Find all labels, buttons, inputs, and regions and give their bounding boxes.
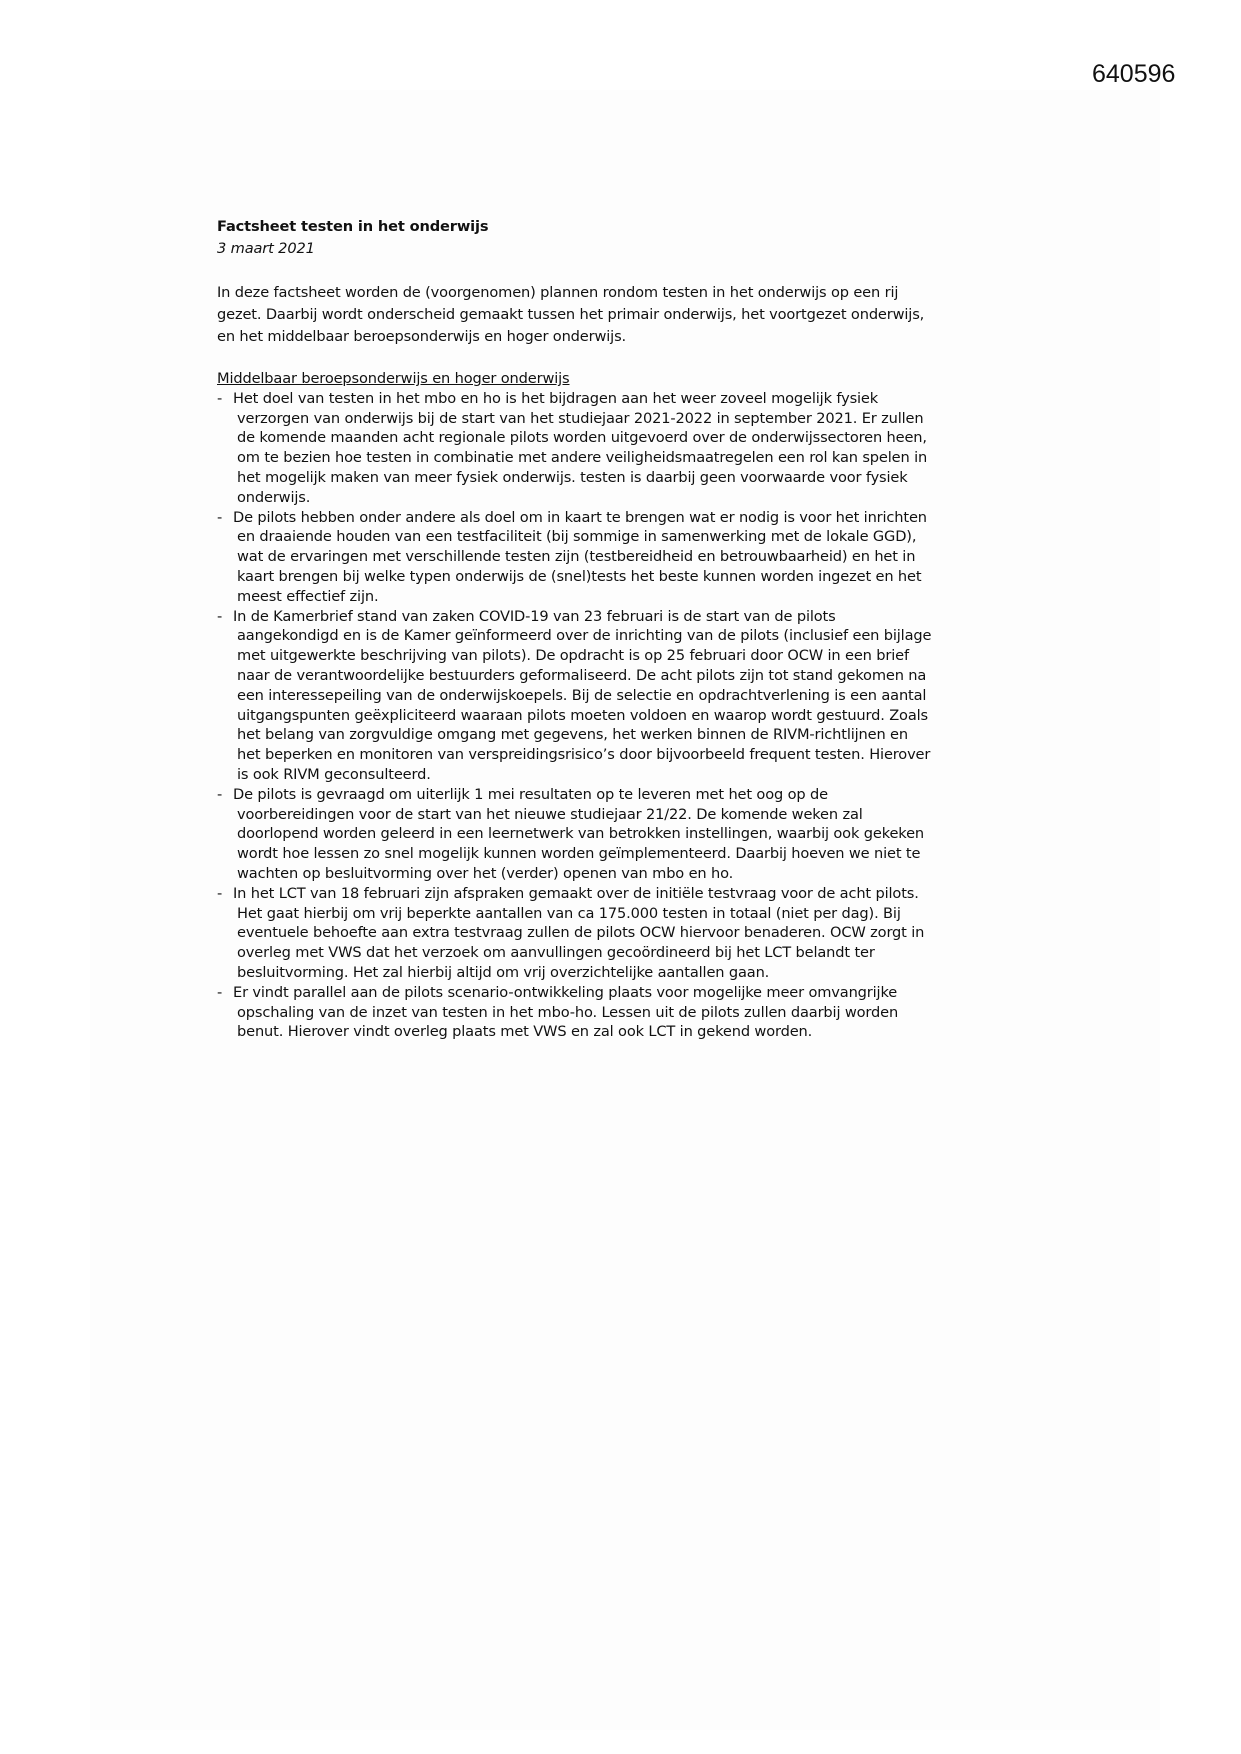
list-item-line: [217, 963, 931, 983]
list-item-text: naar de verantwoordelijke bestuurders geformaliseerd. De acht pilots zijn tot stand gekomen na: [237, 666, 927, 684]
list-item-text: het mogelijk maken van meer fysiek onderwijs. testen is daarbij geen voorwaarde voor fysiek: [237, 468, 908, 486]
list-item-text: Het doel van testen in het mbo en ho is het bijdragen aan het weer zoveel mogelijk fysiek: [233, 389, 879, 407]
list-item-text: In het LCT van 18 februari zijn afspraken gemaakt over de initiële testvraag voor de acht pilots.: [233, 884, 919, 902]
list-item-line: [217, 508, 931, 528]
list-item-line: [217, 488, 931, 508]
list-item-line: [217, 468, 931, 488]
list-item-text: Het gaat hierbij om vrij beperkte aantallen van ca 175.000 testen in totaal (niet per dag). Bij: [237, 904, 901, 922]
list-item-text: voorbereidingen voor de start van het nieuwe studiejaar 21/22. De komende weken zal: [237, 805, 863, 823]
list-item: [217, 983, 931, 1042]
list-item: [217, 884, 931, 983]
list-item-text: wat de ervaringen met verschillende testen zijn (testbereidheid en betrouwbaarheid) en het in: [237, 548, 916, 566]
list-item-text: eventuele behoefte aan extra testvraag zullen de pilots OCW hiervoor benaderen. OCW zorgt in: [237, 924, 925, 942]
list-item-text: het belang van zorgvuldige omgang met gegevens, het werken binnen de RIVM-richtlijnen en: [237, 726, 908, 744]
list-item-line: [217, 725, 931, 745]
list-item-text: wordt hoe lessen zo snel mogelijk kunnen worden geïmplementeerd. Daarbij hoeven we niet te: [237, 845, 921, 863]
list-item-line: [217, 547, 931, 567]
bullet-dash: -: [217, 785, 223, 803]
list-item-text: benut. Hierover vindt overleg plaats met VWS en zal ook LCT in gekend worden.: [237, 1023, 813, 1041]
list-item-line: [217, 864, 931, 884]
list-item-text: Er vindt parallel aan de pilots scenario-ontwikkeling plaats voor mogelijke meer omvangrijke: [233, 983, 898, 1001]
list-item-line: [217, 745, 931, 765]
list-item-text: overleg met VWS dat het verzoek om aanvullingen gecoördineerd bij het LCT belandt ter: [237, 944, 875, 962]
intro-paragraph: [217, 282, 924, 348]
list-item-line: [217, 389, 931, 409]
section-heading: Middelbaar beroepsonderwijs en hoger onderwijs: [217, 370, 570, 387]
list-item-text: om te bezien hoe testen in combinatie met andere veiligheidsmaatregelen een rol kan spelen in: [237, 449, 928, 467]
list-item: [217, 785, 931, 884]
list-item-line: [217, 1003, 931, 1023]
intro-line: In deze factsheet worden de (voorgenomen) plannen rondom testen in het onderwijs op een rij: [217, 284, 899, 301]
list-item-line: [217, 587, 931, 607]
list-item-line: [217, 785, 931, 805]
bullet-dash: -: [217, 389, 223, 407]
intro-line: en het middelbaar beroepsonderwijs en hoger onderwijs.: [217, 328, 627, 345]
list-item-line: [217, 567, 931, 587]
list-item-line: [217, 666, 931, 686]
list-item-text: verzorgen van onderwijs bij de start van het studiejaar 2021-2022 in september 2021. Er zullen: [237, 409, 924, 427]
list-item: [217, 607, 931, 785]
bullet-dash: -: [217, 508, 223, 526]
list-item-text: In de Kamerbrief stand van zaken COVID-19 van 23 februari is de start van de pilots: [233, 607, 836, 625]
list-item-line: [217, 706, 931, 726]
list-item-line: [217, 626, 931, 646]
list-item-text: het beperken en monitoren van verspreidingsrisico’s door bijvoorbeeld frequent testen. Hierover: [237, 746, 931, 764]
document-number: 640596: [1092, 60, 1176, 88]
list-item-text: de komende maanden acht regionale pilots worden uitgevoerd over de onderwijssectoren heen,: [237, 429, 927, 447]
list-item-text: een interessepeiling van de onderwijskoepels. Bij de selectie en opdrachtverlening is een aantal: [237, 686, 927, 704]
bullet-dash: -: [217, 983, 223, 1001]
list-item-line: [217, 824, 931, 844]
list-item: [217, 389, 931, 508]
list-item-line: [217, 428, 931, 448]
list-item-text: meest effectief zijn.: [237, 587, 379, 605]
list-item-text: kaart brengen bij welke typen onderwijs de (snel)tests het beste kunnen worden ingezet en het: [237, 567, 922, 585]
document-title: Factsheet testen in het onderwijs: [217, 218, 489, 235]
list-item-text: is ook RIVM geconsulteerd.: [237, 765, 431, 783]
list-item-line: [217, 607, 931, 627]
bullet-list: [217, 389, 931, 1042]
section-mbo-ho: [217, 369, 931, 1042]
document-date: 3 maart 2021: [217, 240, 315, 257]
list-item-line: [217, 1022, 931, 1042]
list-item-line: [217, 844, 931, 864]
list-item-text: wachten op besluitvorming over het (verder) openen van mbo en ho.: [237, 864, 734, 882]
list-item-line: [217, 943, 931, 963]
list-item-line: [217, 765, 931, 785]
list-item-text: aangekondigd en is de Kamer geïnformeerd over de inrichting van de pilots (inclusief een bijlage: [237, 627, 932, 645]
list-item-line: [217, 527, 931, 547]
list-item-text: De pilots hebben onder andere als doel om in kaart te brengen wat er nodig is voor het inrichten: [233, 508, 927, 526]
bullet-dash: -: [217, 607, 223, 625]
list-item-text: doorlopend worden geleerd in een leernetwerk van betrokken instellingen, waarbij ook gekeken: [237, 825, 925, 843]
bullet-dash: -: [217, 884, 223, 902]
list-item-text: opschaling van de inzet van testen in het mbo-ho. Lessen uit de pilots zullen daarbij worden: [237, 1003, 899, 1021]
list-item-line: [217, 686, 931, 706]
intro-line: gezet. Daarbij wordt onderscheid gemaakt tussen het primair onderwijs, het voortgezet onderwijs,: [217, 306, 925, 323]
list-item-line: [217, 904, 931, 924]
list-item-text: besluitvorming. Het zal hierbij altijd om vrij overzichtelijke aantallen gaan.: [237, 963, 770, 981]
list-item-text: en draaiende houden van een testfaciliteit (bij sommige in samenwerking met de lokale GGD),: [237, 528, 917, 546]
list-item-text: uitgangspunten geëxpliciteerd waaraan pilots moeten voldoen en waarop wordt gestuurd. Zoals: [237, 706, 928, 724]
list-item: [217, 508, 931, 607]
list-item-text: De pilots is gevraagd om uiterlijk 1 mei resultaten op te leveren met het oog op de: [233, 785, 828, 803]
list-item-line: [217, 409, 931, 429]
list-item-line: [217, 646, 931, 666]
list-item-line: [217, 884, 931, 904]
list-item-text: met uitgewerkte beschrijving van pilots). De opdracht is op 25 februari door OCW in een brief: [237, 647, 909, 665]
list-item-text: onderwijs.: [237, 488, 311, 506]
list-item-line: [217, 805, 931, 825]
list-item-line: [217, 983, 931, 1003]
list-item-line: [217, 448, 931, 468]
list-item-line: [217, 923, 931, 943]
